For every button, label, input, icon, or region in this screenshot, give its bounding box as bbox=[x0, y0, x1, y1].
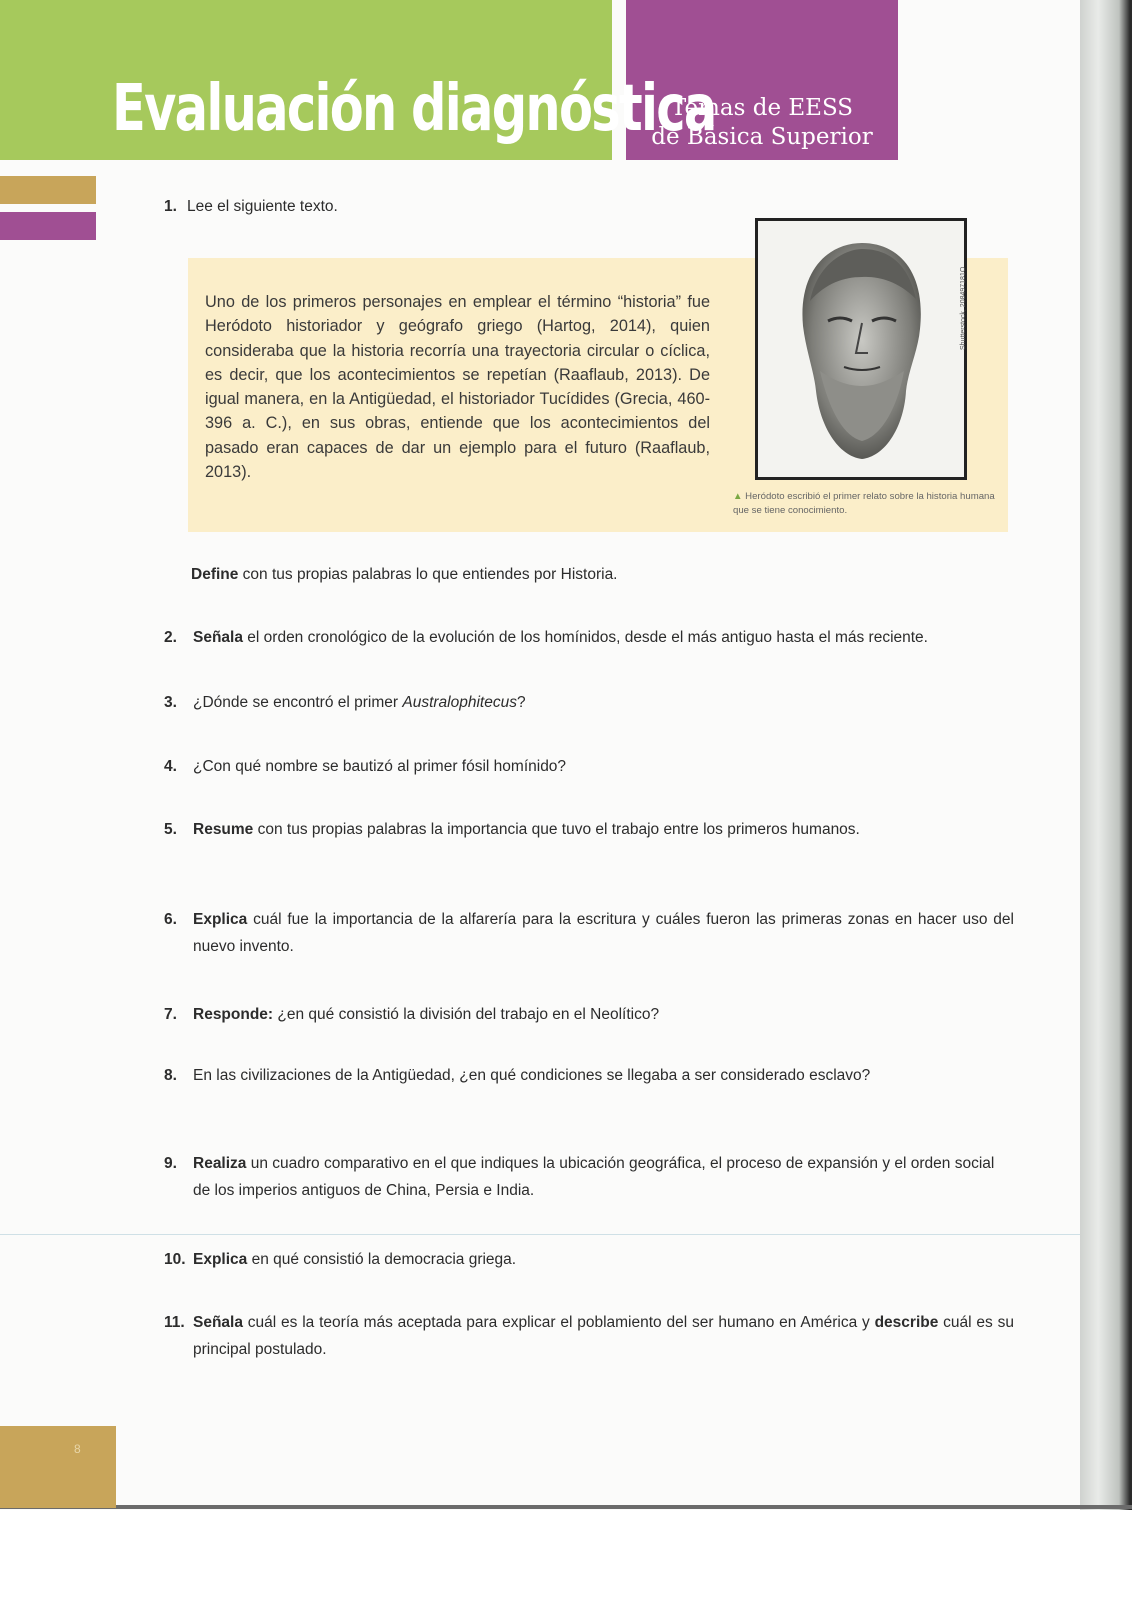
question-text: el orden cronológico de la evolución de los homínidos, desde el más antiguo hasta el más reciente. bbox=[242, 629, 928, 646]
question-number: 4. bbox=[164, 758, 177, 775]
herodotus-image bbox=[755, 218, 967, 480]
decor-tab-gold bbox=[0, 176, 96, 204]
keyword: Define bbox=[191, 566, 239, 583]
question-1 bbox=[164, 193, 338, 220]
book-spine-shadow bbox=[1080, 0, 1132, 1510]
page-number: 8 bbox=[74, 1442, 81, 1456]
image-credit: Shutterstock, 208497181O bbox=[960, 266, 967, 350]
question-text: con tus propias palabras lo que entiendes por Historia. bbox=[238, 566, 618, 583]
question-number: 5. bbox=[164, 821, 177, 838]
question-11 bbox=[164, 1309, 1014, 1363]
question-9 bbox=[164, 1150, 1014, 1204]
section-subtitle bbox=[626, 94, 898, 152]
question-number: 2. bbox=[164, 629, 177, 646]
question-5 bbox=[164, 816, 1014, 843]
question-text: Lee el siguiente texto. bbox=[187, 198, 338, 215]
question-number: 7. bbox=[164, 1006, 177, 1023]
species-name: Australophitecus bbox=[402, 694, 517, 711]
subtitle-line-2: de Básica Superior bbox=[651, 124, 873, 150]
keyword: Señala bbox=[193, 1314, 243, 1331]
question-text: En las civilizaciones de la Antigüedad, ¿en qué condiciones se llegaba a ser considerado esclavo? bbox=[193, 1067, 871, 1084]
triangle-icon: ▲ bbox=[733, 491, 743, 502]
question-10 bbox=[164, 1246, 516, 1273]
page-number-tab bbox=[0, 1426, 116, 1508]
keyword: Explica bbox=[193, 1251, 248, 1268]
question-number: 11. bbox=[164, 1314, 185, 1331]
question-text-2: cuál es su principal postulado. bbox=[193, 1314, 1014, 1358]
question-6 bbox=[164, 906, 1014, 960]
herodotus-bust-illustration bbox=[758, 221, 964, 477]
subtitle-line-1: Temas de EESS bbox=[670, 95, 854, 121]
question-number: 1. bbox=[164, 198, 177, 215]
decor-tab-purple bbox=[0, 212, 96, 240]
question-number: 6. bbox=[164, 911, 177, 928]
keyword: Responde: bbox=[193, 1006, 274, 1023]
question-text: ¿Dónde se encontró el primer bbox=[193, 694, 403, 711]
question-number: 3. bbox=[164, 694, 177, 711]
question-7 bbox=[164, 1001, 659, 1028]
caption-text: Heródoto escribió el primer relato sobre la historia humana que se tiene conocimiento. bbox=[733, 491, 995, 516]
question-2 bbox=[164, 624, 1014, 651]
keyword: Explica bbox=[193, 911, 248, 928]
question-3 bbox=[164, 689, 526, 716]
question-number: 9. bbox=[164, 1155, 177, 1172]
question-number: 10. bbox=[164, 1251, 186, 1268]
page-title: Evaluación diagnóstica bbox=[112, 72, 716, 146]
question-text: ¿en qué consistió la división del trabajo en el Neolítico? bbox=[273, 1006, 660, 1023]
question-text: con tus propias palabras la importancia que tuvo el trabajo entre los primeros humanos. bbox=[253, 821, 860, 838]
question-text-end: ? bbox=[516, 694, 526, 711]
keyword: Realiza bbox=[193, 1155, 247, 1172]
question-number: 8. bbox=[164, 1067, 177, 1084]
question-text: ¿Con qué nombre se bautizó al primer fósil homínido? bbox=[193, 758, 567, 775]
keyword: Señala bbox=[193, 629, 243, 646]
reading-text: Uno de los primeros personajes en emplear el término “historia” fue Heródoto historiador y geógrafo griego (Hartog, 2014), quien consideraba que la historia recorría una trayectoria circular o cíclica, es decir, que los acontecimientos se repetían (Raaflaub, 2013). De igual manera, en la Antigüedad, el historiador Tucídides (Grecia, 460-396 a. C.), en sus obras, entiende que los acontecimientos del pasado eran capaces de dar un ejemplo para el futuro (Raaflaub, 2013). bbox=[205, 293, 710, 482]
question-4 bbox=[164, 753, 566, 780]
page-bottom-edge bbox=[0, 1505, 1132, 1509]
question-text: en qué consistió la democracia griega. bbox=[247, 1251, 517, 1268]
keyword: Resume bbox=[193, 821, 254, 838]
question-text: cuál es la teoría más aceptada para explicar el poblamiento del ser humano en América y bbox=[242, 1314, 875, 1331]
question-8 bbox=[164, 1062, 1014, 1089]
question-text: cuál fue la importancia de la alfarería para la escritura y cuáles fueron las primeras zonas en hacer uso del nuevo invento. bbox=[193, 911, 1014, 955]
question-1-define bbox=[191, 561, 618, 588]
divider-line bbox=[0, 1234, 1080, 1235]
question-text: un cuadro comparativo en el que indiques la ubicación geográfica, el proceso de expansión y el orden social de los imperios antiguos de China, Persia e India. bbox=[193, 1155, 995, 1199]
image-caption bbox=[733, 490, 995, 518]
keyword-2: describe bbox=[874, 1314, 939, 1331]
